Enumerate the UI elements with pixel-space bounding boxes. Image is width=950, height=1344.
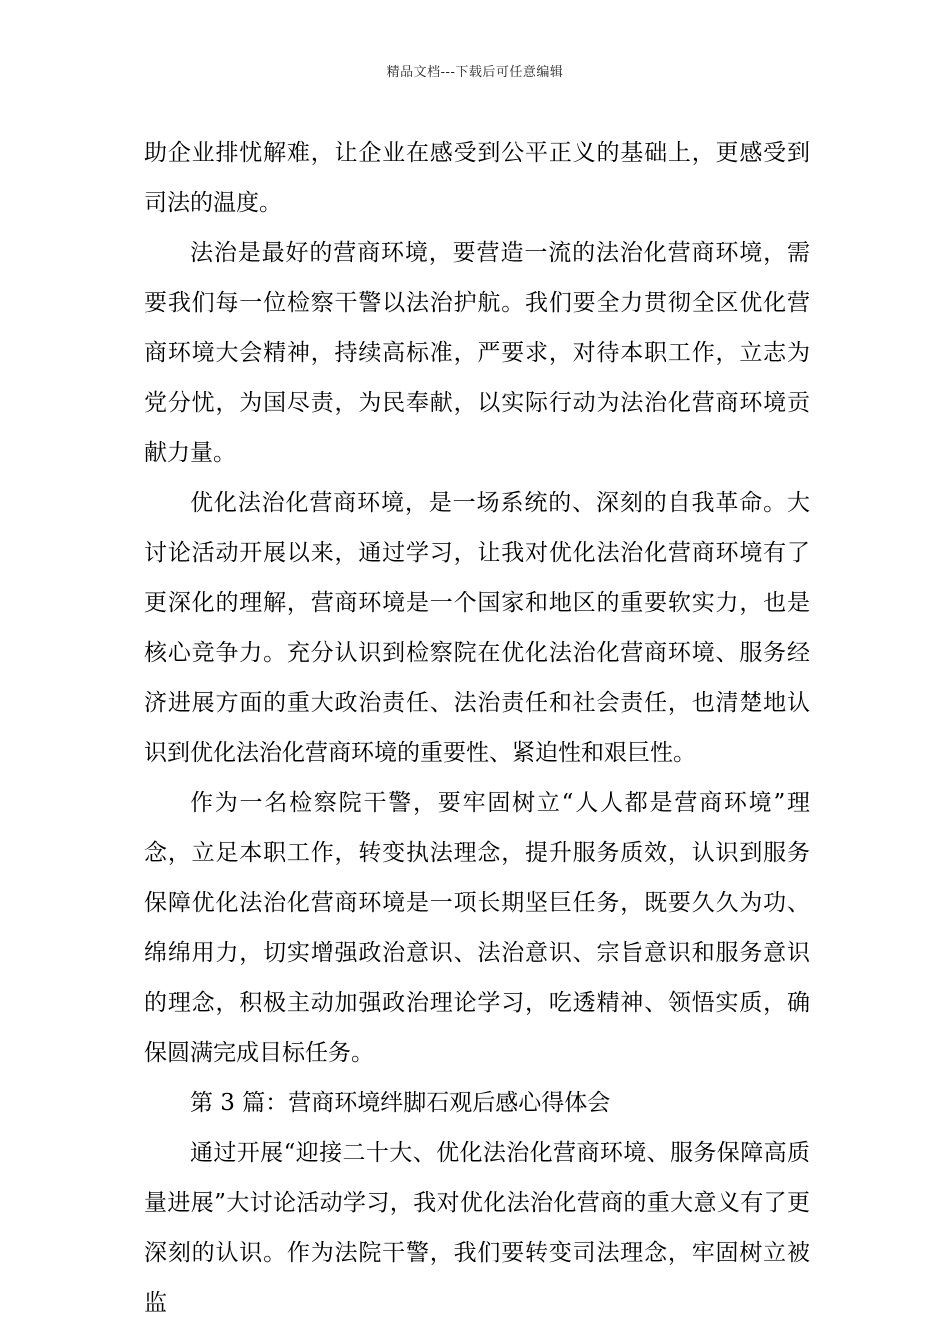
page-header: 精品文档---下载后可任意编辑 [386,65,564,80]
paragraph: 法治是最好的营商环境，要营造一流的法治化营商环境，需要我们每一位检察干警以法治护航。我们要全力贯彻全区优化营商环境大会精神，持续高标准，严要求，对待本职工作，立志为党分忧，为国尽责，为民奉献，以实际行动为法治化营商环境贡献力量。 [144,240,810,466]
paragraph: 优化法治化营商环境，是一场系统的、深刻的自我革命。大讨论活动开展以来，通过学习，让我对优化法治化营商环境有了更深化的理解，营商环境是一个国家和地区的重要软实力，也是核心竞争力。充分认识到检察院在优化法治化营商环境、服务经济进展方面的重大政治责任、法治责任和社会责任，也清楚地认识到优化法治化营商环境的重要性、紧迫性和艰巨性。 [144,490,810,766]
section-heading: 第 3 篇：营商环境绊脚石观后感心得体会 [190,1090,611,1116]
paragraph: 通过开展“迎接二十大、优化法治化营商环境、服务保障高质量进展”大讨论活动学习，我对优化法治化营商的重大意义有了更深刻的认识。作为法院干警，我们要转变司法理念，牢固树立被监 [144,1140,810,1316]
paragraph-continuation: 助企业排忧解难，让企业在感受到公平正义的基础上，更感受到司法的温度。 [144,140,810,216]
paragraph: 作为一名检察院干警，要牢固树立“人人都是营商环境”理念，立足本职工作，转变执法理念，提升服务质效，认识到服务保障优化法治化营商环境是一项长期坚巨任务，既要久久为功、绵绵用力，切实增强政治意识、法治意识、宗旨意识和服务意识的理念，积极主动加强政治理论学习，吃透精神、领悟实质，确保圆满完成目标任务。 [144,790,810,1066]
document-body [144,128,810,1328]
